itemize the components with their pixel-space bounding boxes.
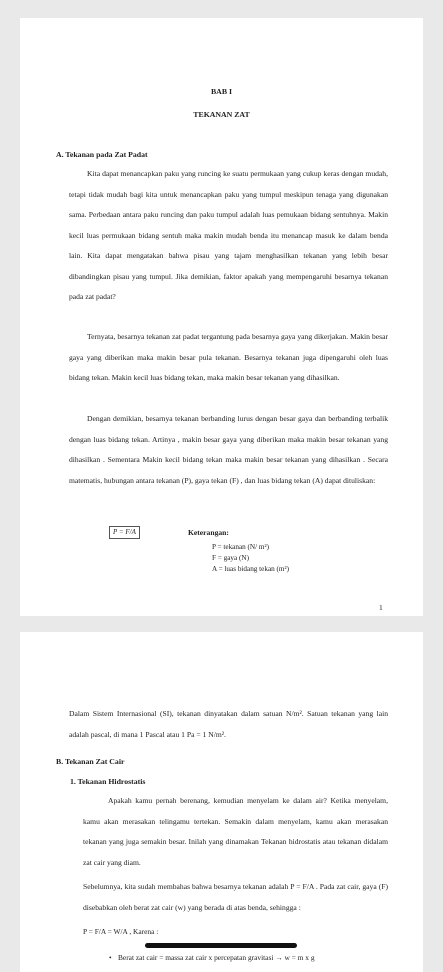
page-number: 1 [379,603,383,612]
section-a-heading: A. Tekanan pada Zat Padat [56,150,148,159]
bullet-item-weight: • Berat zat cair = massa zat cair x percepatan gravitasi → w = m x g [118,953,315,962]
paragraph-3: Dengan demikian, besarnya tekanan berbanding lurus dengan besar gaya dan berbanding terbalik dengan luas bidang tekan. Artinya , makin besar gaya yang diberikan maka makin besar tekanan yang dihasilkan . Sementara Makin kecil bidang tekan maka makin besar tekanan yang dihasilkan . Secara matematis, hubungan antara tekanan (P), gaya tekan (F) , dan luas bidang tekan (A) dapat dituliskan: [69,414,388,485]
document-page-1 [20,18,423,616]
keterangan-title: Keterangan: [188,528,229,537]
home-indicator-bar[interactable] [145,943,297,948]
hydrostatic-formula: P = F/A = W/A , Karena : [83,927,159,936]
chapter-title: TEKANAN ZAT [193,110,250,119]
paragraph-zat-cair: Sebelumnya, kita sudah membahas bahwa besarnya tekanan adalah P = F/A . Pada zat cair, gaya (F) disebabkan oleh berat zat cair (w) yang berada di atas benda, sehingga : [83,882,388,912]
chapter-label: BAB I [210,87,232,96]
keterangan-a: A = luas bidang tekan (m²) [212,565,290,573]
keterangan-p: P = tekanan (N/ m²) [212,543,270,551]
paragraph-si-unit: Dalam Sistem Internasional (SI), tekanan dinyatakan dalam satuan N/m². Satuan tekanan yang lain adalah pascal, di mana 1 Pascal atau 1 Pa = 1 N/m². [69,709,388,739]
keterangan-f: F = gaya (N) [212,554,249,562]
paragraph-2: Ternyata, besarnya tekanan zat padat tergantung pada besarnya gaya yang dikerjakan. Makin besar gaya yang diberikan maka makin besar pula tekanan. Besarnya tekanan juga dipengaruhi oleh luas bidang tekan. Makin kecil luas bidang tekan, maka makin besar tekanan yang dihasilkan. [69,332,388,382]
pressure-formula-box: P = F/A [109,526,140,539]
subsection-1-heading: 1. Tekanan Hidrostatis [70,777,146,786]
paragraph-1: Kita dapat menancapkan paku yang runcing ke suatu permukaan yang cukup keras dengan mudah, tetapi tidak mudah bagi kita untuk menancapkan paku yang tumpul meskipun tenaga yang digunakan sama. Perbedaan antara paku runcing dan paku tumpul adalah luas pemukaan bidang sentuhnya. Makin kecil luas permukaan bidang sentuh maka makin mudah benda itu menancap masuk ke dalam benda lain. Kita dapat mengatakan bahwa pisau yang tajam menghasilkan tekanan yang lebih besar dibandingkan pisau yang tumpul. Jika demikian, faktor apakah yang mempengaruhi besarnya tekanan pada zat padat? [69,169,388,301]
section-b-heading: B. Tekanan Zat Cair [56,757,125,766]
paragraph-hidrostatis: Apakah kamu pernah berenang, kemudian menyelam ke dalam air? Ketika menyelam, kamu akan merasakan telingamu tertekan. Semakin dalam menyelam, kamu akan merasakan tekanan yang juga semakin besar. Inilah yang dinamakan Tekanan hidrostatis atau tekanan didalam zat cair yang diam. [83,796,388,867]
document-page-2 [20,632,423,972]
